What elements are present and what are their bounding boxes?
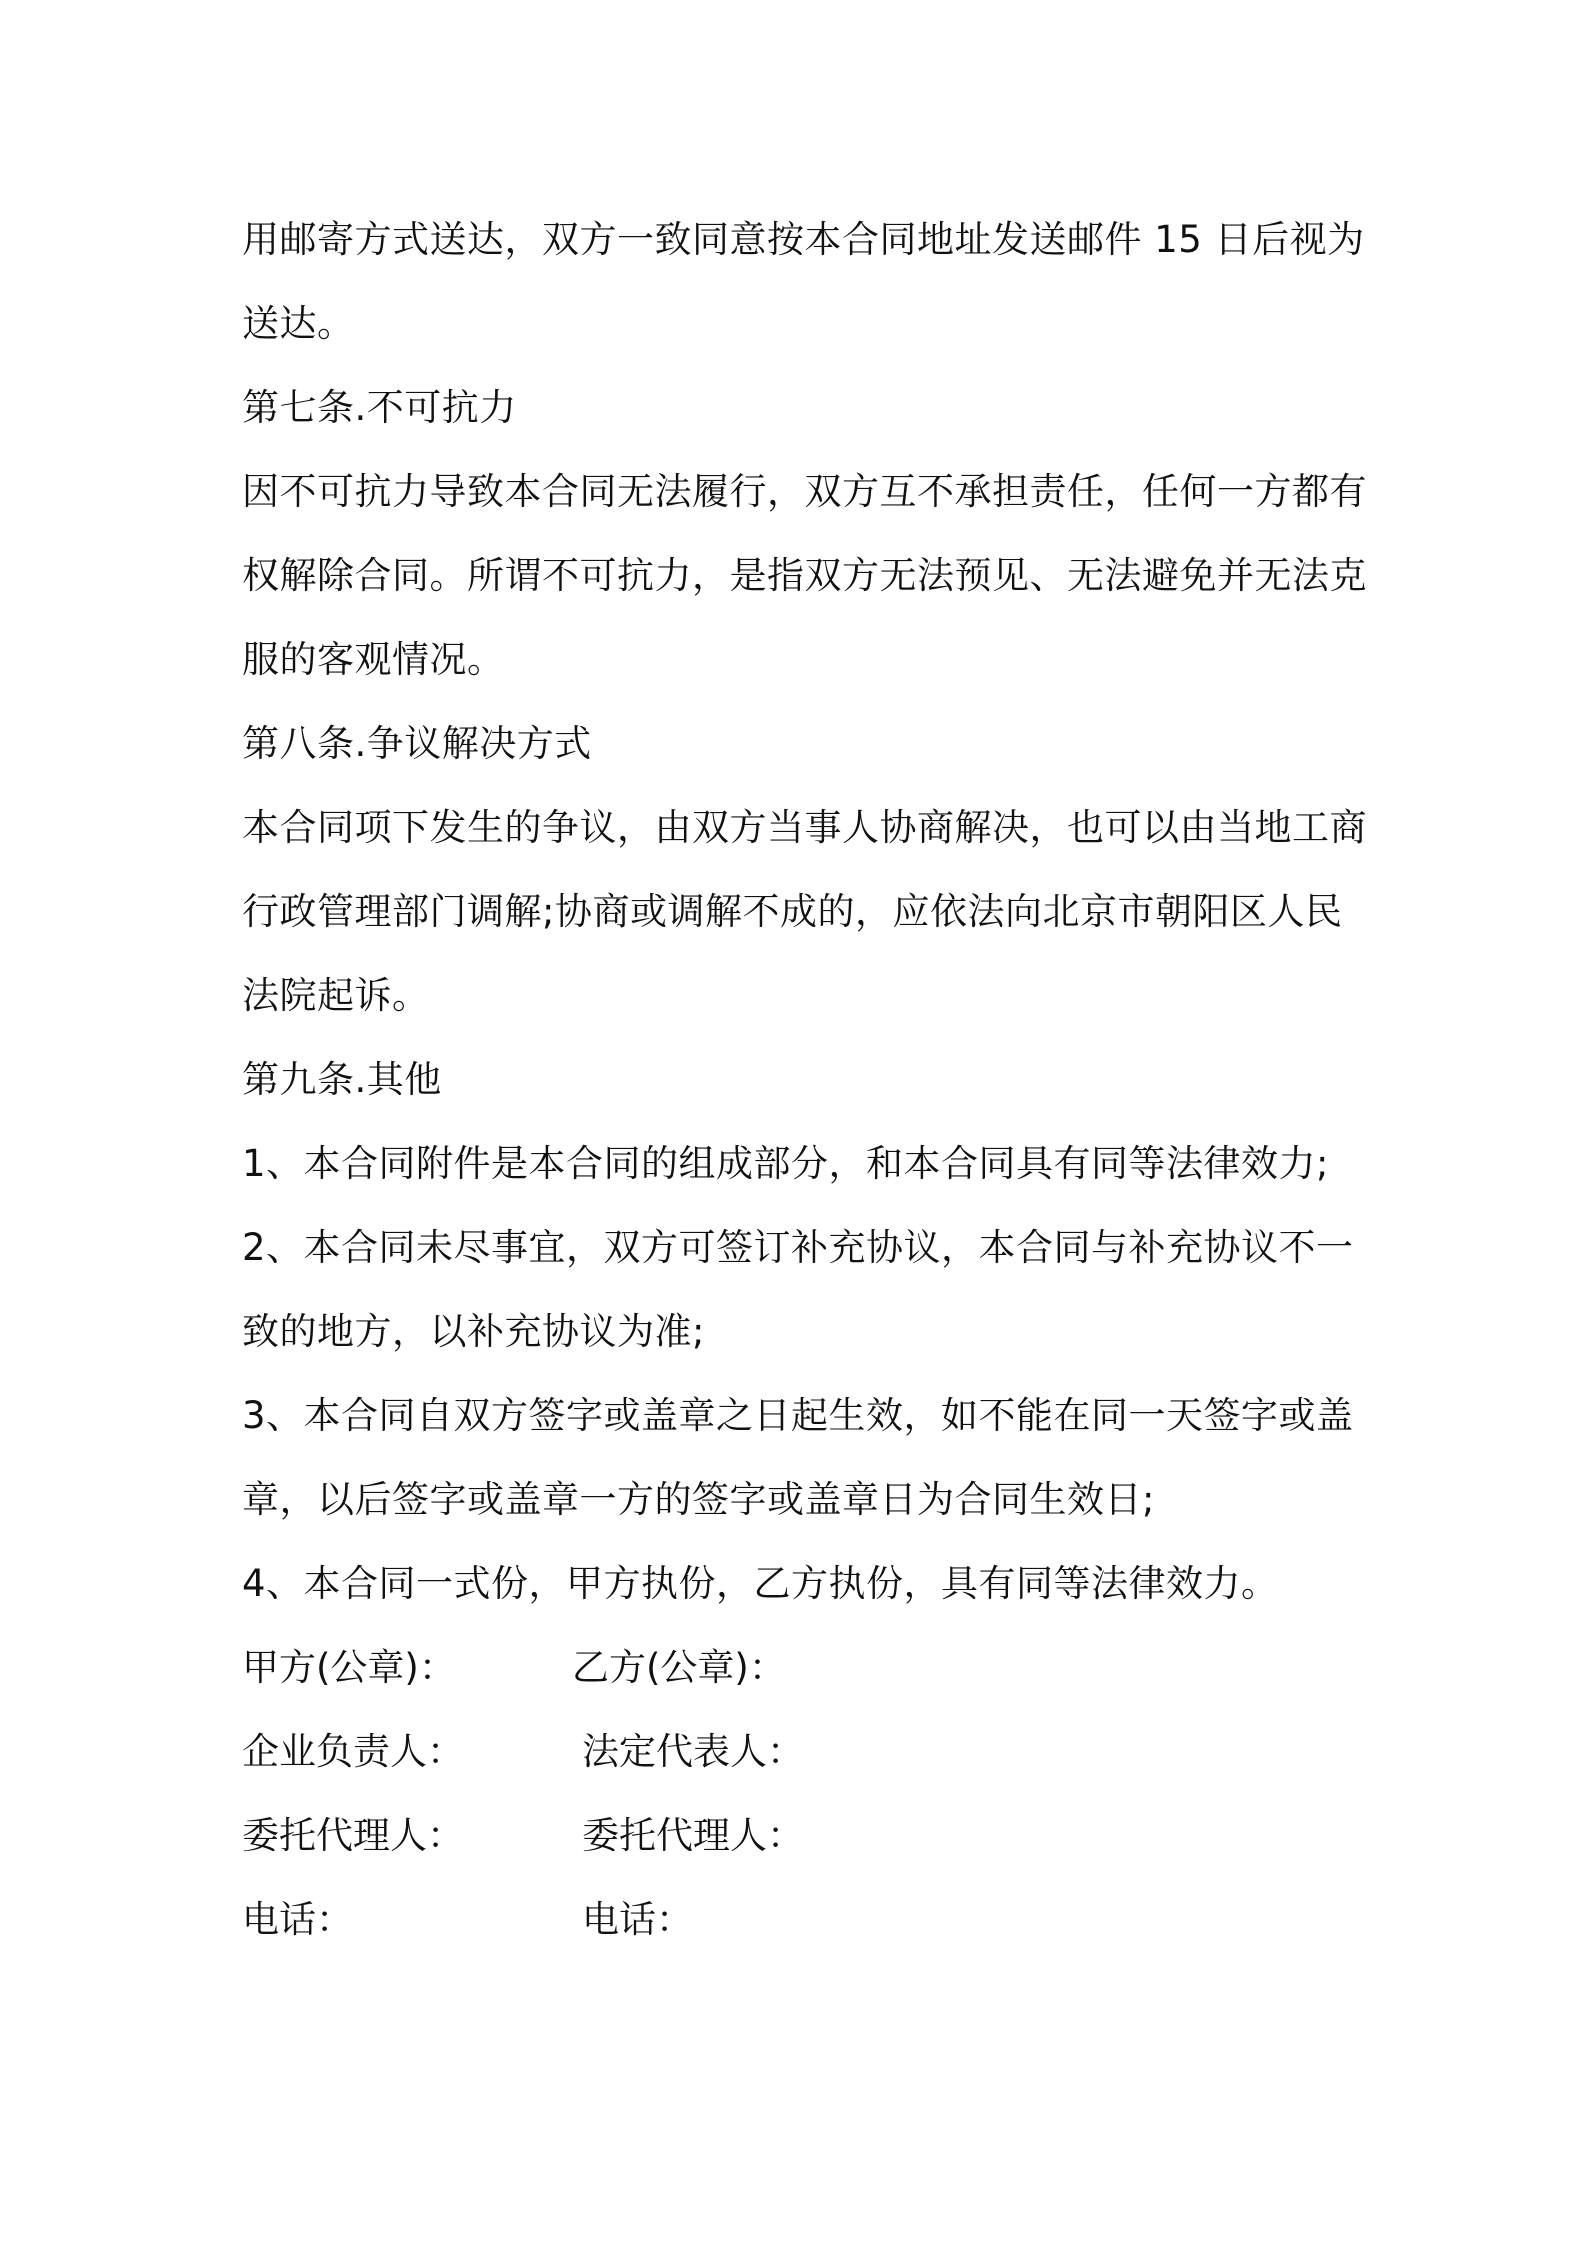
- signature-row-seal: [242, 1626, 1362, 1710]
- text-line: 送达。: [242, 302, 355, 345]
- party-a-seal-label: 甲方(公章)：: [242, 1646, 456, 1689]
- party-b-representative-label: 法定代表人：: [582, 1730, 804, 1773]
- text-line: 服的客观情况。: [242, 638, 505, 681]
- party-b-phone-label: 电话：: [582, 1898, 693, 1941]
- clause-item: 4、本合同一式份，甲方执份，乙方执份，具有同等法律效力。: [242, 1562, 1279, 1605]
- party-a-phone-label: 电话：: [242, 1898, 353, 1941]
- text-line: 法院起诉。: [242, 974, 430, 1017]
- party-b-agent-label: 委托代理人：: [582, 1814, 804, 1857]
- party-b-seal-label: 乙方(公章)：: [572, 1646, 786, 1689]
- party-a-agent-label: 委托代理人：: [242, 1814, 464, 1857]
- document-body: [242, 198, 1367, 1962]
- text-line: 因不可抗力导致本合同无法履行，双方互不承担责任，任何一方都有: [242, 470, 1367, 513]
- section-heading-dispute-resolution: 第八条.争议解决方式: [242, 722, 592, 765]
- text-line: 权解除合同。所谓不可抗力，是指双方无法预见、无法避免并无法克: [242, 554, 1367, 597]
- section-heading-force-majeure: 第七条.不可抗力: [242, 386, 517, 429]
- signature-row-representative: [242, 1710, 1362, 1794]
- signature-row-phone: [242, 1878, 1362, 1962]
- text-line: 致的地方，以补充协议为准;: [242, 1310, 705, 1353]
- section-heading-other: 第九条.其他: [242, 1058, 442, 1101]
- clause-item: 1、本合同附件是本合同的组成部分，和本合同具有同等法律效力;: [242, 1142, 1330, 1185]
- clause-item: 3、本合同自双方签字或盖章之日起生效，如不能在同一天签字或盖: [242, 1394, 1354, 1437]
- clause-item: 2、本合同未尽事宜，双方可签订补充协议，本合同与补充协议不一: [242, 1226, 1354, 1269]
- party-a-representative-label: 企业负责人：: [242, 1730, 464, 1773]
- text-line: 用邮寄方式送达，双方一致同意按本合同地址发送邮件 15 日后视为: [242, 218, 1365, 261]
- signature-row-agent: [242, 1794, 1362, 1878]
- text-line: 章，以后签字或盖章一方的签字或盖章日为合同生效日;: [242, 1478, 1155, 1521]
- text-line: 本合同项下发生的争议，由双方当事人协商解决，也可以由当地工商: [242, 806, 1367, 849]
- text-line: 行政管理部门调解;协商或调解不成的，应依法向北京市朝阳区人民: [242, 890, 1343, 933]
